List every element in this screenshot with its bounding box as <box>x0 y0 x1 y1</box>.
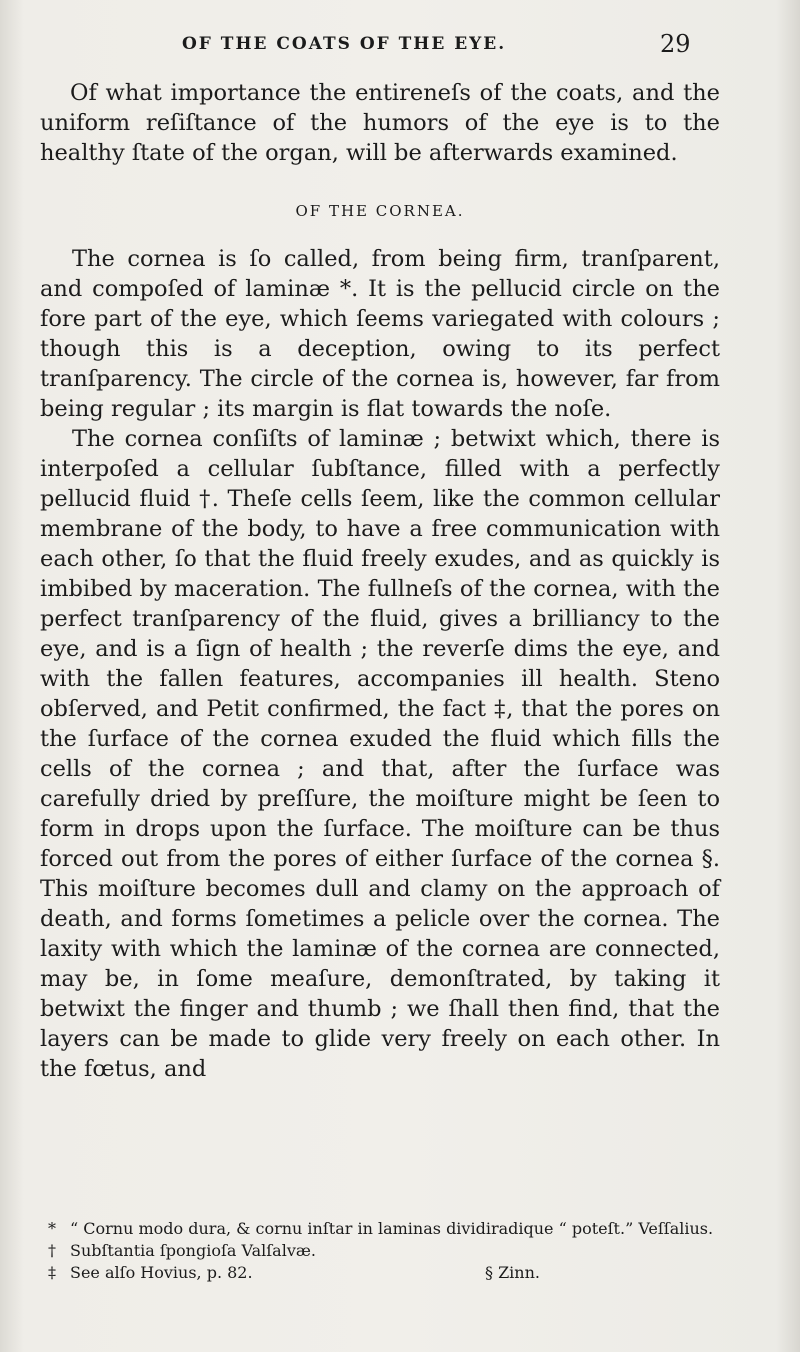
footnote-star <box>48 1218 720 1240</box>
footnote-double-dagger <box>48 1262 253 1284</box>
footnote-mark: ‡ <box>48 1263 56 1282</box>
footnotes <box>48 1218 720 1284</box>
footnote-mark: * <box>48 1219 56 1238</box>
paragraph-cornea-definition: The cornea is ſo called, from being firm, tranſparent, and compoſed of laminæ *. It is the pellucid circle on the fore part of the eye, which ſeems variegated with colours ; though this is a deception, owing to its perfect tranſparency. The circle of the cornea is, however, far from being regular ; its margin is flat towards the noſe. <box>40 246 720 422</box>
body-text <box>40 78 720 1084</box>
footnote-mark: † <box>48 1241 56 1260</box>
intro-paragraph: Of what importance the entireneſs of the coats, and the uniform reſiſtance of the humors of the eye is to the healthy ſtate of the organ, will be afterwards examined. <box>40 80 720 166</box>
footnote-section <box>485 1262 540 1284</box>
footnote-mark: § <box>484 1263 493 1282</box>
footnote-text: Zinn. <box>498 1263 540 1282</box>
footnote-dagger <box>48 1240 720 1262</box>
paragraph-cornea-laminae: The cornea conſiſts of laminæ ; betwixt which, there is interpoſed a cellular ſubſtance, filled with a perfectly pellucid fluid †. Theſe cells ſeem, like the common cellular membrane of the body, to have a free communication with each other, ſo that the fluid freely exudes, and as quickly is imbibed by maceration. The fullneſs of the cornea, with the perfect tranſparency of the fluid, gives a brilliancy to the eye, and is a ſign of health ; the reverſe dims the eye, and with the fallen features, accompanies ill health. Steno obſerved, and Petit confirmed, the fact ‡, that the pores on the ſurface of the cornea exuded the fluid which fills the cells of the cornea ; and that, after the ſurface was carefully dried by preſſure, the moiſture might be ſeen to form in drops upon the ſurface. The moiſture can be thus forced out from the pores of either ſurface of the cornea §. This moiſture becomes dull and clamy on the approach of death, and forms ſometimes a pelicle over the cornea. The laxity with which the laminæ of the cornea are connected, may be, in ſome meaſure, demonſtrated, by taking it betwixt the finger and thumb ; we ſhall then find, that the layers can be made to glide very freely on each other. In the fœtus, and <box>40 426 720 1082</box>
footnote-text: Subſtantia ſpongioſa Valſalvæ. <box>70 1241 316 1260</box>
footnote-row <box>48 1262 720 1284</box>
footnote-text: “ Cornu modo dura, & cornu inſtar in laminas dividiradique “ poteſt.” Veſſalius. <box>70 1219 714 1238</box>
page-number: 29 <box>660 30 691 58</box>
running-head: OF THE COATS OF THE EYE. <box>182 34 507 54</box>
page-header <box>0 30 800 64</box>
footnote-text: See alſo Hovius, p. 82. <box>70 1263 253 1282</box>
section-heading: OF THE CORNEA. <box>295 202 465 220</box>
